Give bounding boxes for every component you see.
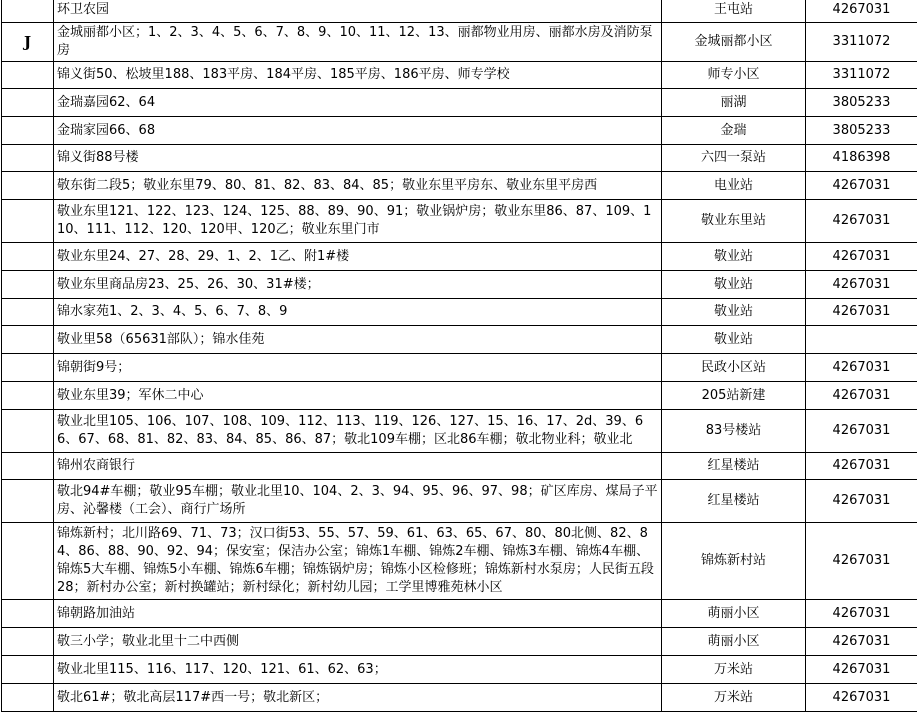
station-cell: 丽湖	[662, 89, 806, 117]
table-row	[2, 271, 917, 299]
address-cell: 敬业东里121、122、123、124、125、88、89、90、91；敬业锅炉房；敬业东里86、87、109、110、111、112、120、120甲、120乙；敬业东里门市	[54, 200, 662, 243]
phone-cell: 4267031	[806, 628, 917, 656]
table-row	[2, 23, 917, 62]
index-letter-cell	[2, 172, 54, 200]
index-letter-cell	[2, 453, 54, 480]
phone-cell: 3311072	[806, 23, 917, 62]
address-cell: 敬业北里105、106、107、108、109、112、113、119、126、127、15、16、17、2d、39、66、67、68、81、82、83、84、85、86、87；敬北109车棚；区北86车棚；敬北物业科；敬业北	[54, 410, 662, 453]
phone-cell: 4267031	[806, 410, 917, 453]
table-row	[2, 354, 917, 382]
table-row	[2, 299, 917, 326]
station-cell: 敬业站	[662, 326, 806, 354]
phone-cell: 4267031	[806, 200, 917, 243]
address-cell: 敬北61#；敬北高层117#西一号；敬北新区；	[54, 684, 662, 712]
station-table	[1, 0, 917, 712]
station-cell: 民政小区站	[662, 354, 806, 382]
phone-cell: 4267031	[806, 480, 917, 523]
phone-cell: 4267031	[806, 656, 917, 684]
address-cell: 锦义街50、松坡里188、183平房、184平房、185平房、186平房、师专学校	[54, 62, 662, 89]
table-row	[2, 656, 917, 684]
station-cell: 敬业站	[662, 243, 806, 271]
table-row	[2, 89, 917, 117]
index-letter-cell	[2, 299, 54, 326]
index-letter-cell	[2, 145, 54, 172]
station-cell: 敬业东里站	[662, 200, 806, 243]
table-row	[2, 453, 917, 480]
station-cell: 红星楼站	[662, 453, 806, 480]
index-letter-cell	[2, 600, 54, 628]
station-cell: 红星楼站	[662, 480, 806, 523]
phone-cell: 4267031	[806, 684, 917, 712]
station-cell: 萌丽小区	[662, 600, 806, 628]
station-cell: 师专小区	[662, 62, 806, 89]
address-cell: 锦朝街9号；	[54, 354, 662, 382]
index-letter-cell	[2, 117, 54, 145]
index-letter-cell	[2, 326, 54, 354]
phone-cell: 4267031	[806, 600, 917, 628]
address-cell: 锦水家苑1、2、3、4、5、6、7、8、9	[54, 299, 662, 326]
index-letter-cell	[2, 271, 54, 299]
address-cell: 敬业东里商品房23、25、26、30、31#楼；	[54, 271, 662, 299]
address-cell: 锦义街88号楼	[54, 145, 662, 172]
table-row	[2, 523, 917, 600]
phone-cell: 4267031	[806, 299, 917, 326]
table-row	[2, 0, 917, 23]
phone-cell: 4267031	[806, 271, 917, 299]
table-row	[2, 480, 917, 523]
index-letter-cell	[2, 89, 54, 117]
index-letter-cell	[2, 480, 54, 523]
station-cell: 83号楼站	[662, 410, 806, 453]
phone-cell: 4267031	[806, 354, 917, 382]
phone-cell: 4267031	[806, 172, 917, 200]
station-cell: 六四一泵站	[662, 145, 806, 172]
table-row	[2, 326, 917, 354]
index-letter-cell	[2, 200, 54, 243]
address-cell: 锦朝路加油站	[54, 600, 662, 628]
station-cell: 金瑞	[662, 117, 806, 145]
table-row	[2, 172, 917, 200]
phone-cell: 4267031	[806, 453, 917, 480]
index-letter-cell	[2, 523, 54, 600]
phone-cell: 4186398	[806, 145, 917, 172]
address-cell: 锦州农商银行	[54, 453, 662, 480]
table-row	[2, 410, 917, 453]
table-row	[2, 117, 917, 145]
phone-cell: 4267031	[806, 243, 917, 271]
table-row	[2, 684, 917, 712]
address-cell: 金瑞嘉园62、64	[54, 89, 662, 117]
address-cell: 敬业东里39；军休二中心	[54, 382, 662, 410]
table-row	[2, 243, 917, 271]
address-cell: 敬三小学；敬业北里十二中西侧	[54, 628, 662, 656]
index-letter-cell	[2, 684, 54, 712]
phone-cell: 3311072	[806, 62, 917, 89]
index-letter-cell	[2, 410, 54, 453]
table-row	[2, 145, 917, 172]
address-cell: 锦炼新村；北川路69、71、73；汉口街53、55、57、59、61、63、65、67、80、80北侧、82、84、86、88、90、92、94；保安室；保洁办公室；锦炼1车棚、锦炼2车棚、锦炼3车棚、锦炼4车棚、锦炼5大车棚、锦炼5小车棚、锦炼6车棚；锦炼锅炉房；锦炼小区检修班；锦炼新村水泵房；人民街五段28；新村办公室；新村换罐站；新村绿化；新村幼儿园；工学里博雅苑林小区	[54, 523, 662, 600]
address-cell: 敬北94#车棚；敬业95车棚；敬业北里10、104、2、3、94、95、96、97、98；矿区库房、煤局子平房、沁馨楼（工会）、商行广场所	[54, 480, 662, 523]
table-body	[2, 0, 917, 712]
table-row	[2, 382, 917, 410]
index-letter-cell	[2, 0, 54, 23]
index-letter-cell: J	[2, 23, 54, 62]
phone-cell: 3805233	[806, 117, 917, 145]
station-cell: 万米站	[662, 684, 806, 712]
station-cell: 敬业站	[662, 299, 806, 326]
station-cell: 锦炼新村站	[662, 523, 806, 600]
station-cell: 金城丽都小区	[662, 23, 806, 62]
station-cell: 敬业站	[662, 271, 806, 299]
station-cell: 电业站	[662, 172, 806, 200]
address-cell: 敬业北里115、116、117、120、121、61、62、63；	[54, 656, 662, 684]
address-cell: 环卫农园	[54, 0, 662, 23]
station-cell: 萌丽小区	[662, 628, 806, 656]
address-cell: 敬业里58（65631部队）；锦水佳苑	[54, 326, 662, 354]
table-row	[2, 600, 917, 628]
phone-cell: 4267031	[806, 382, 917, 410]
index-letter-cell	[2, 628, 54, 656]
phone-cell	[806, 326, 917, 354]
address-cell: 金瑞家园66、68	[54, 117, 662, 145]
phone-cell: 4267031	[806, 523, 917, 600]
phone-cell: 4267031	[806, 0, 917, 23]
station-cell: 万米站	[662, 656, 806, 684]
index-letter-cell	[2, 62, 54, 89]
phone-cell: 3805233	[806, 89, 917, 117]
index-letter-cell	[2, 243, 54, 271]
table-row	[2, 200, 917, 243]
table-row	[2, 628, 917, 656]
address-cell: 金城丽都小区；1、2、3、4、5、6、7、8、9、10、11、12、13、丽都物业用房、丽都水房及消防泵房	[54, 23, 662, 62]
index-letter-cell	[2, 656, 54, 684]
address-cell: 敬东街二段5；敬业东里79、80、81、82、83、84、85；敬业东里平房东、敬业东里平房西	[54, 172, 662, 200]
index-letter-cell	[2, 382, 54, 410]
station-cell: 王屯站	[662, 0, 806, 23]
address-cell: 敬业东里24、27、28、29、1、2、1乙、附1#楼	[54, 243, 662, 271]
index-letter-cell	[2, 354, 54, 382]
table-row	[2, 62, 917, 89]
station-cell: 205站新建	[662, 382, 806, 410]
